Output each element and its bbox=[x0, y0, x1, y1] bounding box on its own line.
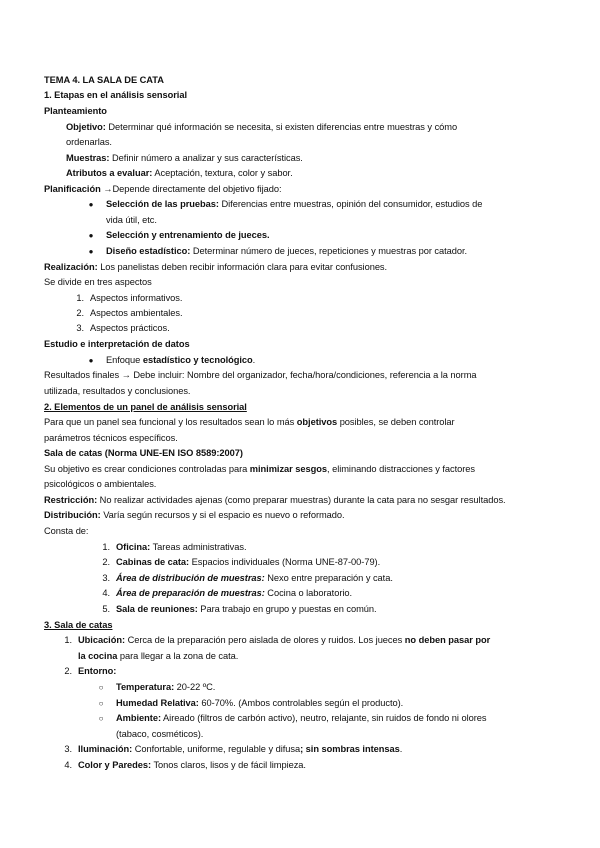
element-item: 4. Área de preparación de muestras: Cocina o laboratorio. bbox=[102, 588, 353, 598]
resultados-line-cont: utilizada, resultados y conclusiones. bbox=[44, 386, 191, 396]
element-item: 1. Oficina: Tareas administrativas. bbox=[102, 542, 247, 552]
divide-line: Se divide en tres aspectos bbox=[44, 277, 152, 287]
circle-bullet-icon: ○ bbox=[98, 699, 104, 708]
entorno-subitem: ○ Temperatura: 20-22 ºC. bbox=[96, 681, 215, 694]
bullet-icon: ● bbox=[88, 200, 94, 209]
aspecto-item: 3. Aspectos prácticos. bbox=[76, 323, 170, 333]
s2-objective-cont: psicológicos o ambientales. bbox=[44, 479, 157, 489]
element-item: 2. Cabinas de cata: Espacios individuales (Norma UNE-87-00-79). bbox=[102, 557, 381, 567]
bullet-icon: ● bbox=[88, 356, 94, 365]
aspecto-item: 1. Aspectos informativos. bbox=[76, 293, 183, 303]
entorno-subitem: ○ Ambiente: Aireado (filtros de carbón activo), neutro, relajante, sin ruidos de fondo ni olores bbox=[96, 712, 486, 725]
objetivo-line-cont: ordenarlas. bbox=[66, 137, 112, 147]
aspecto-item: 2. Aspectos ambientales. bbox=[76, 308, 183, 318]
bullet-item: ● Selección de las pruebas: Diferencias entre muestras, opinión del consumidor, estudios de bbox=[86, 198, 482, 211]
objetivo-line: Objetivo: Determinar qué información se necesita, si existen diferencias entre muestras y cómo bbox=[66, 122, 458, 132]
planificacion-line: Planificación →Depende directamente del objetivo fijado: bbox=[44, 184, 282, 194]
bullet-icon: ● bbox=[88, 247, 94, 256]
s2-intro-cont: parámetros técnicos específicos. bbox=[44, 433, 178, 443]
restriccion-line: Restricción: No realizar actividades ajenas (como preparar muestras) durante la cata para no sesgar resultados. bbox=[44, 495, 506, 505]
sala-item-cont: la cocina para llegar a la zona de cata. bbox=[78, 651, 239, 661]
bullet-item: ● Enfoque estadístico y tecnológico. bbox=[86, 354, 255, 367]
s2-objective: Su objetivo es crear condiciones controladas para minimizar sesgos, eliminando distracciones y factores bbox=[44, 464, 476, 474]
sala-catas-label: Sala de catas (Norma UNE-EN ISO 8589:2007) bbox=[44, 448, 243, 458]
section-1-heading: 1. Etapas en el análisis sensorial bbox=[44, 90, 187, 100]
realizacion-line: Realización: Los panelistas deben recibir información clara para evitar confusiones. bbox=[44, 262, 388, 272]
consta-line: Consta de: bbox=[44, 526, 89, 536]
distribucion-line: Distribución: Varía según recursos y si el espacio es nuevo o reformado. bbox=[44, 510, 345, 520]
bullet-item-cont: vida útil, etc. bbox=[106, 215, 157, 225]
sala-item: 2. Entorno: bbox=[64, 666, 117, 676]
estudio-heading: Estudio e interpretación de datos bbox=[44, 339, 190, 349]
sala-item: 4. Color y Paredes: Tonos claros, lisos y de fácil limpieza. bbox=[64, 760, 306, 770]
resultados-line: Resultados finales → Debe incluir: Nombre del organizador, fecha/hora/condiciones, referencia a la norma bbox=[44, 370, 477, 380]
planteamiento-heading: Planteamiento bbox=[44, 106, 107, 116]
bullet-item: ● Selección y entrenamiento de jueces. bbox=[86, 229, 270, 242]
s2-intro: Para que un panel sea funcional y los resultados sean lo más objetivos posibles, se deben controlar bbox=[44, 417, 455, 427]
element-item: 5. Sala de reuniones: Para trabajo en grupo y puestas en común. bbox=[102, 604, 377, 614]
circle-bullet-icon: ○ bbox=[98, 714, 104, 723]
circle-bullet-icon: ○ bbox=[98, 683, 104, 692]
section-2-heading: 2. Elementos de un panel de análisis sensorial bbox=[44, 402, 247, 412]
bullet-item: ● Diseño estadístico: Determinar número de jueces, repeticiones y muestras por catador. bbox=[86, 245, 467, 258]
atributos-line: Atributos a evaluar: Aceptación, textura, color y sabor. bbox=[66, 168, 293, 178]
sala-item: 1. Ubicación: Cerca de la preparación pero aislada de olores y ruidos. Los jueces no deben pasar por bbox=[64, 635, 491, 645]
muestras-line: Muestras: Definir número a analizar y sus características. bbox=[66, 153, 303, 163]
element-item: 3. Área de distribución de muestras: Nexo entre preparación y cata. bbox=[102, 573, 393, 583]
entorno-subitem-cont: (tabaco, cosméticos). bbox=[116, 729, 204, 739]
document-title: TEMA 4. LA SALA DE CATA bbox=[44, 75, 164, 85]
section-3-heading: 3. Sala de catas bbox=[44, 620, 113, 630]
sala-item: 3. Iluminación: Confortable, uniforme, regulable y difusa; sin sombras intensas. bbox=[64, 744, 403, 754]
bullet-icon: ● bbox=[88, 231, 94, 240]
entorno-subitem: ○ Humedad Relativa: 60-70%. (Ambos controlables según el producto). bbox=[96, 697, 403, 710]
